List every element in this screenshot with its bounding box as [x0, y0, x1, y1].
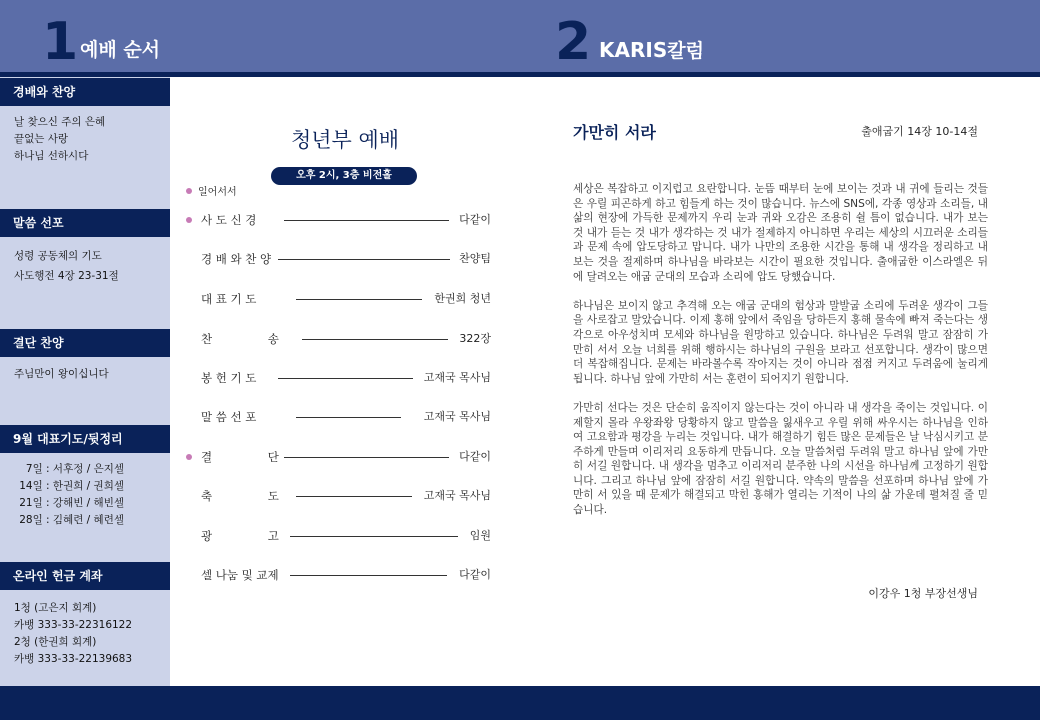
standing-legend-text: 일어서서 — [198, 187, 237, 198]
standing-dot-icon — [186, 454, 192, 460]
leader-rule — [296, 496, 412, 497]
worship-time-badge: 오후 2시, 3층 비전홀 — [271, 167, 417, 185]
section-2-number: 2 — [555, 12, 592, 72]
sidebar-prayer-item: 7일 : 서후정 / 은지셀 — [25, 463, 124, 475]
sidebar-heading-prayer: 9월 대표기도/뒷정리 — [0, 425, 170, 453]
sidebar-offering-item: 카뱅 333-33-22139683 — [14, 653, 133, 665]
column-author: 이강우 1청 부장선생님 — [868, 587, 978, 600]
sidebar-offering-list — [14, 600, 164, 668]
column-paragraph: 세상은 복잡하고 이지럽고 요란합니다. 눈뜸 때부터 눈에 보이는 것과 내 귀에 들리는 것들은 우릴 피곤하게 하고 힘들게 하는 것이 많습니다. 뉴스에 SNS에, 각종 영상과 소리들, 내 삶의 현장에 가득한 문제까지 우리 눈과 귀와 오감은 조용히 쉴 틈이 없습니다. 내가 보는 것 내가 듣는 것 내가 생각하는 것 내가 절제하지 아니하면 우리는 세상의 시끄러운 소리들과 문제 속에 압도당하고 맙니다. 내가 나만의 조용한 시간을 통해 내 생각을 정리하고 내 보는 것을 절제하며 하나님을 바라보는 시간이 필요한 것입니다. 출애굽한 이스라엘은 뒤에 달려오는 애굽 군대의 모습과 소리에 압도 당했습니다. — [573, 183, 988, 283]
order-row — [186, 210, 491, 230]
leader-rule — [302, 339, 448, 340]
sidebar-prayer-item: 21일 : 강해빈 / 해빈셀 — [19, 497, 124, 509]
sidebar-prayer-item: 14일 : 한권희 / 권희셀 — [19, 480, 124, 492]
leader-rule — [278, 378, 413, 379]
order-item-value: 322장 — [459, 332, 491, 345]
section-1-number: 1 — [42, 12, 79, 72]
order-item-value: 한권희 청년 — [434, 292, 491, 305]
sidebar-praise-item: 끝없는 사랑 — [14, 133, 69, 145]
sidebar-word-list — [14, 246, 164, 286]
order-row — [186, 486, 491, 506]
standing-legend — [186, 186, 237, 200]
column-paragraph: 가만히 선다는 것은 단순히 움직이지 않는다는 것이 아니라 내 생각을 죽이는 것입니다. 이제할지 몰라 우왕좌왕 당황하지 않고 말씀을 잃새우고 우릴 위해 싸우시는 하나님을 인하여 고요함과 평강을 누리는 것입니다. 내가 해결하기 힘든 많은 문제들은 날 낙심시키고 분주하게 만들며 이리저리 요동하게 만듭니다. 오늘 말씀처럼 두려워 말고 하나님 앞에 가만히 서길 원합니다. 내 생각을 멈추고 이리저리 분주한 나의 시선을 하나님께 고정하기 원합니다. 그리고 하나님 앞에 잠잠히 서길 원합니다. 약속의 말씀을 선포하며 하나님 앞에 가만히 서 있을 때 문제가 해결되고 막힌 홍해가 열리는 기적이 나의 삶 가운데 펼쳐질 줄 믿습니다. — [573, 401, 988, 517]
order-item-label: 셀 나눔 및 교제 — [201, 568, 279, 582]
sidebar-offering-item: 카뱅 333-33-22316122 — [14, 619, 133, 631]
standing-dot-icon — [186, 217, 192, 223]
order-item-value: 임원 — [469, 529, 491, 542]
order-item-label: 사 도 신 경 — [201, 213, 257, 227]
sidebar-word-item: 사도행전 4장 23-31절 — [14, 270, 119, 282]
leader-rule — [290, 536, 458, 537]
leader-rule — [284, 220, 449, 221]
leader-rule — [296, 417, 401, 418]
sidebar-heading-word: 말씀 선포 — [0, 209, 170, 237]
leader-rule — [284, 457, 449, 458]
order-row — [186, 407, 491, 427]
sidebar-heading-praise: 경배와 찬양 — [0, 78, 170, 106]
sidebar-praise-item: 하나님 선하시다 — [14, 150, 89, 162]
order-row — [186, 368, 491, 388]
order-item-value: 다같이 — [459, 213, 491, 226]
order-item-label: 축 도 — [201, 489, 279, 503]
sidebar-offering-item: 1청 (고은지 회계) — [14, 602, 97, 614]
order-item-value: 다같이 — [459, 450, 491, 463]
worship-title: 청년부 예배 — [290, 128, 400, 152]
order-row — [186, 565, 491, 585]
sidebar-prayer-item: 28일 : 김혜련 / 혜련셀 — [19, 514, 124, 526]
column-paragraph: 하나님은 보이지 않고 추격해 오는 애굽 군대의 험상과 말발굽 소리에 두려운 생각이 그들을 사로잡고 말았습니다. 이제 홍해 앞에서 죽임을 당하든지 홍해 물속에 빠져 죽는다는 생각으로 아우성치며 모세와 하나님을 원망하고 있습니다. 하나님은 두려워 말고 잠잠히 가만히 서서 오늘 너희를 위해 행하시는 하나님의 구원을 보라고 선포합니다. 생각이 많으면 더 복잡해집니다. 문제는 바라볼수록 작아지는 것이 아니라 점점 커지고 두려움에 눌리게 됩니다. 하나님 앞에 가만히 서는 훈련이 되어지기 원합니다. — [573, 299, 988, 385]
order-row — [186, 329, 491, 349]
column-title: 가만히 서라 — [573, 123, 656, 142]
sidebar-praise-item: 날 찾으신 주의 은혜 — [14, 116, 106, 128]
column-scripture-reference: 출애굽기 14장 10-14절 — [861, 125, 978, 138]
order-row — [186, 249, 491, 269]
order-item-value: 찬양팀 — [459, 252, 491, 265]
order-row — [186, 447, 491, 467]
section-2-title — [599, 38, 704, 63]
order-item-label: 대 표 기 도 — [201, 292, 257, 306]
sidebar-offering-item: 2청 (한권희 회계) — [14, 636, 97, 648]
sidebar-heading-decision: 결단 찬양 — [0, 329, 170, 357]
order-item-label: 경 배 와 찬 양 — [201, 252, 272, 266]
section-2-title-text: 칼럼 — [667, 40, 704, 62]
leader-rule — [290, 575, 447, 576]
order-item-label: 광 고 — [201, 529, 279, 543]
section-1-title: 예배 순서 — [80, 39, 161, 61]
sidebar-heading-offering: 온라인 헌금 계좌 — [0, 562, 170, 590]
order-item-value: 다같이 — [459, 568, 491, 581]
order-row — [186, 289, 491, 309]
order-item-value: 고재국 목사님 — [423, 371, 491, 384]
order-item-label: 봉 헌 기 도 — [201, 371, 257, 385]
sidebar-decision-list — [14, 366, 164, 383]
sidebar-word-item: 성령 공동체의 기도 — [14, 250, 102, 262]
leader-rule — [278, 259, 450, 260]
sidebar-praise-list — [14, 114, 164, 165]
sidebar-prayer-list — [14, 461, 164, 529]
sidebar-decision-item: 주님만이 왕이십니다 — [14, 368, 109, 380]
leader-rule — [296, 299, 422, 300]
order-item-label: 찬 송 — [201, 332, 279, 346]
order-item-label: 말 씀 선 포 — [201, 410, 257, 424]
bullet-dot-icon — [186, 188, 192, 194]
column-body — [573, 182, 988, 532]
bottom-banner — [0, 686, 1040, 720]
karis-brand: KARIS — [599, 38, 668, 62]
order-item-value: 고재국 목사님 — [423, 410, 491, 423]
order-item-label: 결 단 — [201, 450, 279, 464]
order-row — [186, 526, 491, 546]
order-item-value: 고재국 목사님 — [423, 489, 491, 502]
